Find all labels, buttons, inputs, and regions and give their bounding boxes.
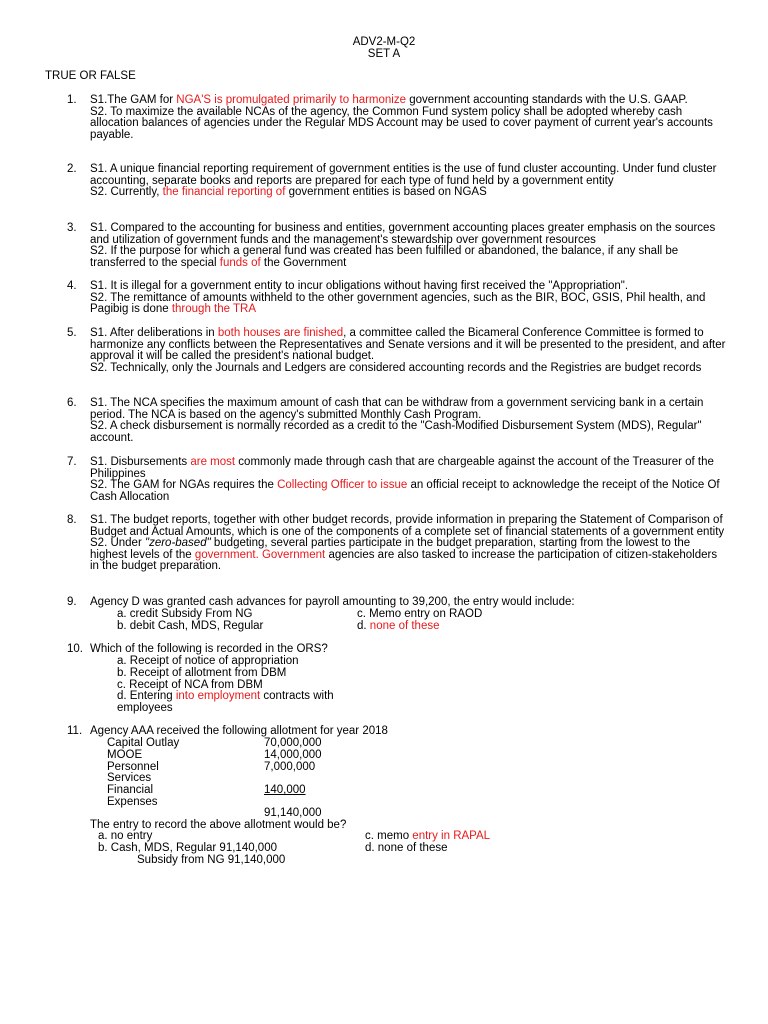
- option-c: c. memo entry in RAPAL: [365, 830, 491, 842]
- allotment-label: Personnel: [107, 761, 159, 773]
- option-d: d. Entering into employment contracts with: [117, 690, 334, 702]
- statement-2: S2. To maximize the available NCAs of the agency, the Common Fund system policy shall be adopted whereby cash allocation balances of agencies under the Regular MDS Account may be used to cover payment of current year's accounts payable.: [90, 105, 713, 141]
- statement-1: S1. The budget reports, together with other budget records, provide information in preparing the Statement of Comparison of Budget and Actual Amounts, which is one of the components of a complete set of financial statements of a government entity: [90, 514, 725, 538]
- allotment-label-cont: Expenses: [107, 796, 158, 808]
- question-number: 2.: [67, 163, 77, 175]
- question-number: 1.: [67, 94, 77, 106]
- statement-1: S1. The NCA specifies the maximum amount of cash that can be withdraw from a government servicing bank in a certain period. The NCA is based on the agency's submitted Monthly Cash Program.: [90, 397, 704, 421]
- statement-2: S2. Technically, only the Journals and Ledgers are considered accounting records and the Registries are budget records: [90, 361, 702, 374]
- question-number: 11.: [67, 725, 83, 737]
- allotment-label: Capital Outlay: [107, 737, 180, 749]
- statement-1: S1. Compared to the accounting for business and entities, government accounting places greater emphasis on the sources and utilization of government funds and the management's stewardship over government resources: [90, 222, 716, 246]
- option-b: b. Cash, MDS, Regular 91,140,000: [98, 842, 277, 854]
- option-a: a. Receipt of notice of appropriation: [117, 655, 299, 667]
- option-d-continued: employees: [117, 702, 173, 714]
- question-11-stem: Agency AAA received the following allotment for year 2018: [90, 725, 388, 737]
- question-5: [67, 328, 727, 374]
- statement-2: S2. A check disbursement is normally recorded as a credit to the "Cash-Modified Disbursement System (MDS), Regular" account.: [90, 420, 702, 444]
- question-10-stem: Which of the following is recorded in the ORS?: [90, 643, 328, 655]
- question-number: 10.: [67, 643, 83, 655]
- question-7: [67, 457, 727, 503]
- option-b: b. Receipt of allotment from DBM: [117, 667, 287, 679]
- section-title: TRUE OR FALSE: [45, 70, 136, 82]
- option-b: b. debit Cash, MDS, Regular: [117, 620, 264, 632]
- question-4: [67, 281, 727, 316]
- question-3: [67, 223, 727, 269]
- statement-1: S1. Disbursements are most commonly made through cash that are chargeable against the account of the Treasurer of the Philippines: [90, 456, 714, 480]
- statement-2: S2. Under "zero-based" budgeting, several parties participate in the budget preparation, starting from the lowest to the highest levels of the government. Government agencies are also tasked to increase the participation of citizen-stakeholders in the budget preparation.: [90, 537, 718, 572]
- allotment-label: Financial: [107, 784, 154, 796]
- doc-set: SET A: [367, 48, 401, 60]
- statement-1: S1. It is illegal for a government entity to incur obligations without having first received the "Appropriation".: [90, 280, 629, 292]
- option-d: d. none of these: [357, 620, 440, 632]
- allotment-label-cont: Services: [107, 772, 152, 784]
- question-8: [67, 515, 727, 573]
- statement-2: S2. Currently, the financial reporting of government entities is based on NGAS: [90, 186, 487, 198]
- question-number: 9.: [67, 596, 77, 608]
- option-c: c. Memo entry on RAOD: [357, 608, 483, 620]
- option-a: a. no entry: [98, 830, 153, 842]
- statement-1: S1. After deliberations in both houses are finished, a committee called the Bicameral Conference Committee is formed to harmonize any conflicts between the Representatives and Senate versions and it will be presented to the president, and after approval it will be called the president's national budget.: [90, 327, 726, 362]
- option-b-continued: Subsidy from NG 91,140,000: [137, 854, 286, 866]
- statement-1: S1. A unique financial reporting requirement of government entities is the use of fund cluster accounting. Under fund cluster accounting, separate books and reports are prepared for each type of fund held by a government entity: [90, 163, 717, 187]
- statement-2: S2. The remittance of amounts withheld to the other government agencies, such as the BIR, BOC, GSIS, Phil health, and Pagibig is done through the TRA: [90, 291, 706, 315]
- allotment-amount: 14,000,000: [264, 749, 322, 761]
- allotment-total: 91,140,000: [264, 807, 322, 819]
- doc-code: ADV2-M-Q2: [352, 36, 416, 48]
- statement-1: S1.The GAM for NGA'S is promulgated primarily to harmonize government accounting standards with the U.S. GAAP.: [90, 94, 688, 106]
- option-a: a. credit Subsidy From NG: [117, 608, 253, 620]
- entry-question: The entry to record the above allotment would be?: [90, 819, 347, 831]
- question-number: 6.: [67, 397, 77, 409]
- allotment-amount: 70,000,000: [264, 737, 322, 749]
- question-6: [67, 398, 727, 444]
- question-number: 8.: [67, 514, 77, 526]
- question-9-stem: Agency D was granted cash advances for payroll amounting to 39,200, the entry would include:: [90, 596, 575, 608]
- question-1: [67, 95, 727, 141]
- question-number: 3.: [67, 222, 77, 234]
- question-number: 4.: [67, 280, 77, 292]
- allotment-label: MOOE: [107, 749, 143, 761]
- statement-2: S2. If the purpose for which a general fund was created has been fulfilled or abandoned, the balance, if any shall be transferred to the special funds of the Government: [90, 245, 679, 269]
- question-2: [67, 164, 727, 199]
- option-c: c. Receipt of NCA from DBM: [117, 679, 263, 691]
- statement-2: S2. The GAM for NGAs requires the Collecting Officer to issue an official receipt to acknowledge the receipt of the Notice Of Cash Allocation: [90, 479, 720, 503]
- question-number: 5.: [67, 327, 77, 339]
- allotment-amount: 7,000,000: [264, 761, 316, 773]
- allotment-amount: 140,000: [264, 784, 306, 796]
- option-d: d. none of these: [365, 842, 448, 854]
- question-number: 7.: [67, 456, 77, 468]
